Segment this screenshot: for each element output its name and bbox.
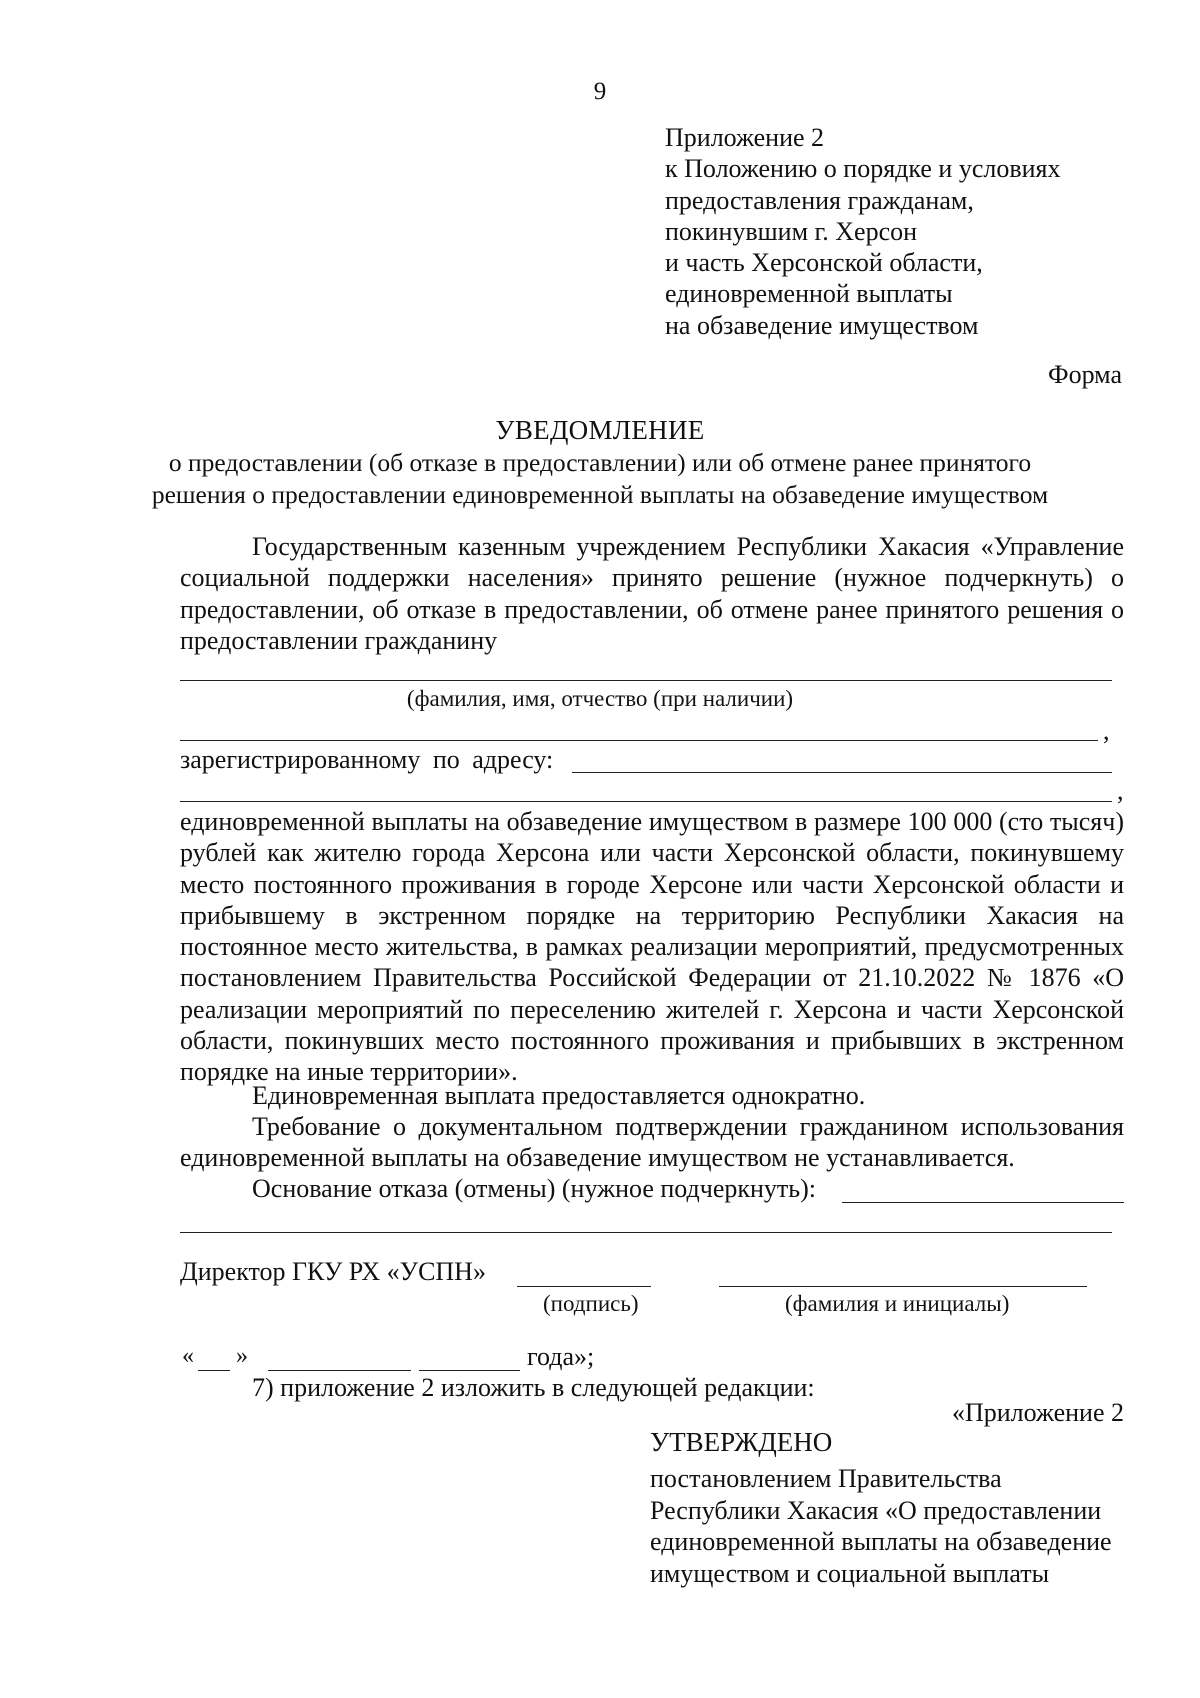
appendix-header [665,122,1061,341]
document-title: УВЕДОМЛЕНИЕ [495,415,705,445]
intro-paragraph [180,531,1124,656]
fio-caption: (фамилия, имя, отчество (при наличии) [406,686,794,711]
address-continuation-line[interactable] [180,801,1112,802]
address-input-line[interactable] [572,772,1112,773]
comma-mark: , [1117,776,1124,805]
new-appendix-label: «Приложение 2 [951,1398,1124,1427]
date-year-input-line[interactable] [419,1370,520,1371]
approved-body [650,1463,1112,1589]
date-day-input-line[interactable] [198,1370,230,1371]
date-close-quote: » [236,1343,248,1369]
intro-paragraph-text: Государственным казенным учреждением Республики Хакасия «Управление социальной поддержки населения» принято решение (нужное подчеркнуть) о предоставлении, об отказе в предоставлении, об отмене ранее принятого решения о предоставлении гражданину [180,532,1124,655]
appendix-header-line: Приложение 2 [665,123,825,152]
fio-input-line[interactable] [180,680,1112,681]
fio-continuation-line[interactable] [180,740,1098,741]
approved-title: УТВЕРЖДЕНО [650,1427,833,1457]
name-initials-caption: (фамилия и инициалы) [785,1291,1010,1316]
signature-caption: (подпись) [543,1291,639,1316]
appendix-header-line: предоставления гражданам, [665,185,974,215]
signature-input-line[interactable] [517,1286,651,1287]
subtitle-line: решения о предоставлении единовременной выплаты на обзаведение имуществом [151,480,1049,509]
director-label: Директор ГКУ РХ «УСПН» [180,1257,486,1286]
approved-line: постановлением Правительства [650,1464,1002,1493]
refusal-reason-input-line[interactable] [842,1202,1124,1203]
requirement-note-text: Требование о документальном подтверждении гражданином использования единовременной выплаты на обзаведение имуществом не устанавливается. [180,1112,1124,1173]
approved-line: единовременной выплаты на обзаведение [650,1527,1112,1556]
name-initials-input-line[interactable] [719,1286,1087,1287]
requirement-note [180,1111,1124,1174]
date-open-quote: « [182,1343,194,1369]
appendix-header-line: единовременной выплаты [665,279,953,309]
refusal-reason-continuation-line[interactable] [180,1232,1112,1233]
amendment-text: 7) приложение 2 изложить в следующей редакции: [252,1373,815,1402]
comma-mark: , [1103,716,1110,745]
address-label: зарегистрированному по адресу: [180,745,554,774]
appendix-header-line: на обзаведение имуществом [665,310,979,340]
main-paragraph: единовременной выплаты на обзаведение имуществом в размере 100 000 (сто тысяч) рублей как жителю города Херсона или части Херсонской области, покинувшему место постоянного проживания в городе Херсоне или части Херсонской области и прибывшему в экстренном порядке на территорию Республики Хакасия на постоянное место жительства, в рамках реализации мероприятий, предусмотренных постановлением Правительства Российской Федерации от 21.10.2022 № 1876 «О реализации мероприятий по переселению жителей г. Херсона и части Херсонской области, покинувших место постоянного проживания и прибывших в экстренном порядке на иные территории». [180,807,1124,1087]
approved-line: Республики Хакасия «О предоставлении [650,1495,1102,1525]
page-number: 9 [593,78,607,105]
date-month-input-line[interactable] [268,1370,411,1371]
appendix-header-line: к Положению о порядке и условиях [665,154,1061,184]
document-subtitle [0,447,1200,511]
subtitle-line: о предоставлении (об отказе в предоставлении) или об отмене ранее принятого [168,448,1032,477]
refusal-reason-label: Основание отказа (отмены) (нужное подчеркнуть): [252,1174,817,1203]
one-time-note-text: Единовременная выплата предоставляется однократно. [252,1081,866,1110]
appendix-header-line: покинувшим г. Херсон [665,216,918,246]
form-label: Форма [1048,360,1122,389]
approved-line: имуществом и социальной выплаты [650,1558,1050,1588]
date-year-suffix: года»; [527,1342,595,1371]
appendix-header-line: и часть Херсонской области, [665,248,983,278]
one-time-note [180,1080,1124,1111]
